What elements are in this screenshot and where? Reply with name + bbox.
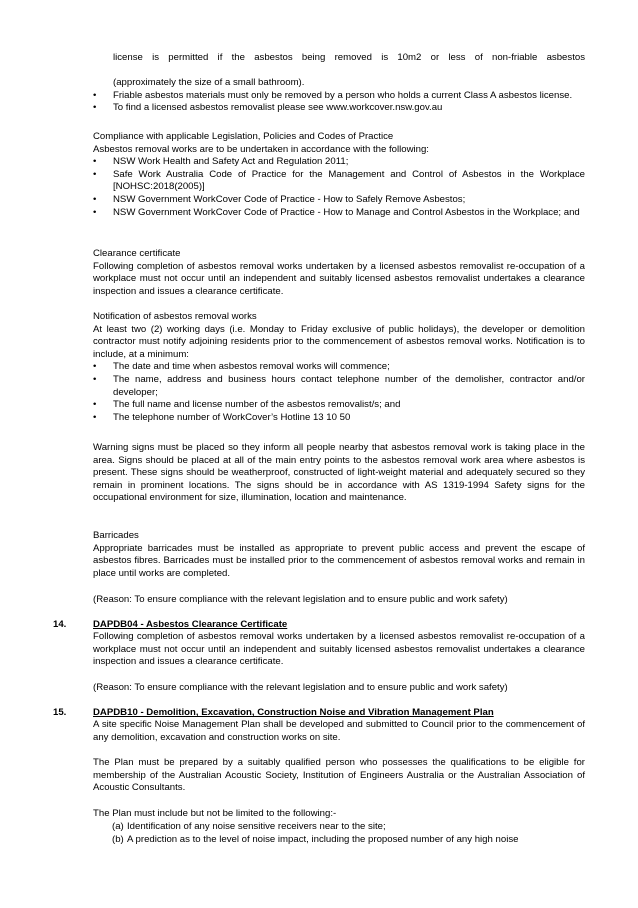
condition-body: Following completion of asbestos removal works undertaken by a licensed asbestos removalist re-occupation of a workplace must not occur until an independent and suitably licensed asbestos removalist undertakes a clearance inspection and issues a clearance certificate.	[93, 631, 585, 668]
item-text: Identification of any noise sensitive receivers near to the site;	[127, 821, 386, 832]
clearance-certificate-section	[93, 248, 585, 298]
list-item: • The name, address and business hours contact telephone number of the demolisher, contractor and/or developer;	[93, 374, 585, 399]
list-item	[93, 821, 585, 834]
condition-paragraph: A site specific Noise Management Plan shall be developed and submitted to Council prior to the commencement of any demolition, excavation and construction works on site.	[93, 719, 585, 743]
section-body: Following completion of asbestos removal works undertaken by a licensed asbestos removalist re-occupation of a workplace must not occur until an independent and suitably licensed asbestos removalist undertakes a clearance inspection and issues a clearance certificate.	[93, 260, 585, 297]
list-item: • NSW Government WorkCover Code of Practice - How to Safely Remove Asbestos;	[93, 194, 585, 207]
condition-paragraph: The Plan must be prepared by a suitably qualified person who possesses the qualifications to be eligible for membership of the Australian Acoustic Society, Institution of Engineers Australia or the Australian Association of Acoustic Consultants.	[93, 757, 585, 794]
section-title: Clearance certificate	[93, 248, 181, 259]
list-item: • Friable asbestos materials must only be removed by a person who holds a current Class A asbestos license.	[93, 90, 585, 103]
list-item: • Safe Work Australia Code of Practice for the Management and Control of Asbestos in the Workplace [NOHSC:2018(2005)]	[93, 169, 585, 194]
list-item: • The full name and license number of the asbestos removalist/s; and	[93, 399, 585, 412]
section-intro: Asbestos removal works are to be undertaken in accordance with the following:	[93, 143, 429, 155]
section-title: Compliance with applicable Legislation, Policies and Codes of Practice	[93, 131, 394, 142]
condition-number: 15.	[53, 707, 67, 718]
item-text: A prediction as to the level of noise impact, including the proposed number of any high noise	[127, 833, 519, 845]
condition-paragraph: The Plan must include but not be limited to the following:-	[93, 808, 337, 819]
list-item: • To find a licensed asbestos removalist please see www.workcover.nsw.gov.au	[93, 102, 585, 115]
condition-number: 14.	[53, 619, 67, 630]
reason-text: (Reason: To ensure compliance with the relevant legislation and to ensure public and work safety)	[93, 682, 508, 693]
list-item: • The telephone number of WorkCover’s Hotline 13 10 50	[93, 412, 585, 425]
notification-section	[93, 311, 585, 424]
item-label: (a)	[112, 821, 124, 832]
lettered-list	[93, 821, 585, 846]
item-label: (b)	[112, 833, 124, 845]
list-item: • NSW Government WorkCover Code of Practice - How to Manage and Control Asbestos in the Workplace; and	[93, 207, 585, 220]
condition-heading: DAPDB10 - Demolition, Excavation, Construction Noise and Vibration Management Plan	[93, 707, 494, 718]
continuation-line: (approximately the size of a small bathroom).	[113, 77, 305, 89]
section-body: Appropriate barricades must be installed as appropriate to prevent public access and prevent the escape of asbestos fibres. Barricades must be installed prior to the commencement of asbestos removal works and remain in place until works are completed.	[93, 542, 585, 579]
list-item	[93, 834, 585, 847]
compliance-section	[93, 131, 585, 219]
section-title: Barricades	[93, 530, 139, 541]
warning-signs-paragraph: Warning signs must be placed so they inform all people nearby that asbestos removal work is taking place in the area. Signs should be placed at all of the main entry points to the asbestos removal work area where asbestos is present. These signs should be weatherproof, constructed of light-weight material and adequately secured so they remain in prominent locations. The signs should be in accordance with AS 1319-1994 Safety signs for the occupational environment for size, illumination, location and maintenance.	[93, 442, 585, 504]
continuation-line: license is permitted if the asbestos being removed is 10m2 or less of non-friable asbestos	[113, 52, 585, 63]
condition-heading: DAPDB04 - Asbestos Clearance Certificate	[93, 619, 288, 630]
section-title: Notification of asbestos removal works	[93, 311, 257, 322]
barricades-section	[93, 530, 585, 580]
section-body: At least two (2) working days (i.e. Monday to Friday exclusive of public holidays), the developer or demolition contractor must notify adjoining residents prior to the commencement of asbestos removal works. Notification is to include, at a minimum:	[93, 323, 585, 360]
list-item: • The date and time when asbestos removal works will commence;	[93, 361, 585, 374]
reason-text: (Reason: To ensure compliance with the relevant legislation and to ensure public and work safety)	[93, 594, 508, 605]
list-item: • NSW Work Health and Safety Act and Regulation 2011;	[93, 156, 585, 169]
asbestos-license-continuation	[93, 52, 585, 115]
